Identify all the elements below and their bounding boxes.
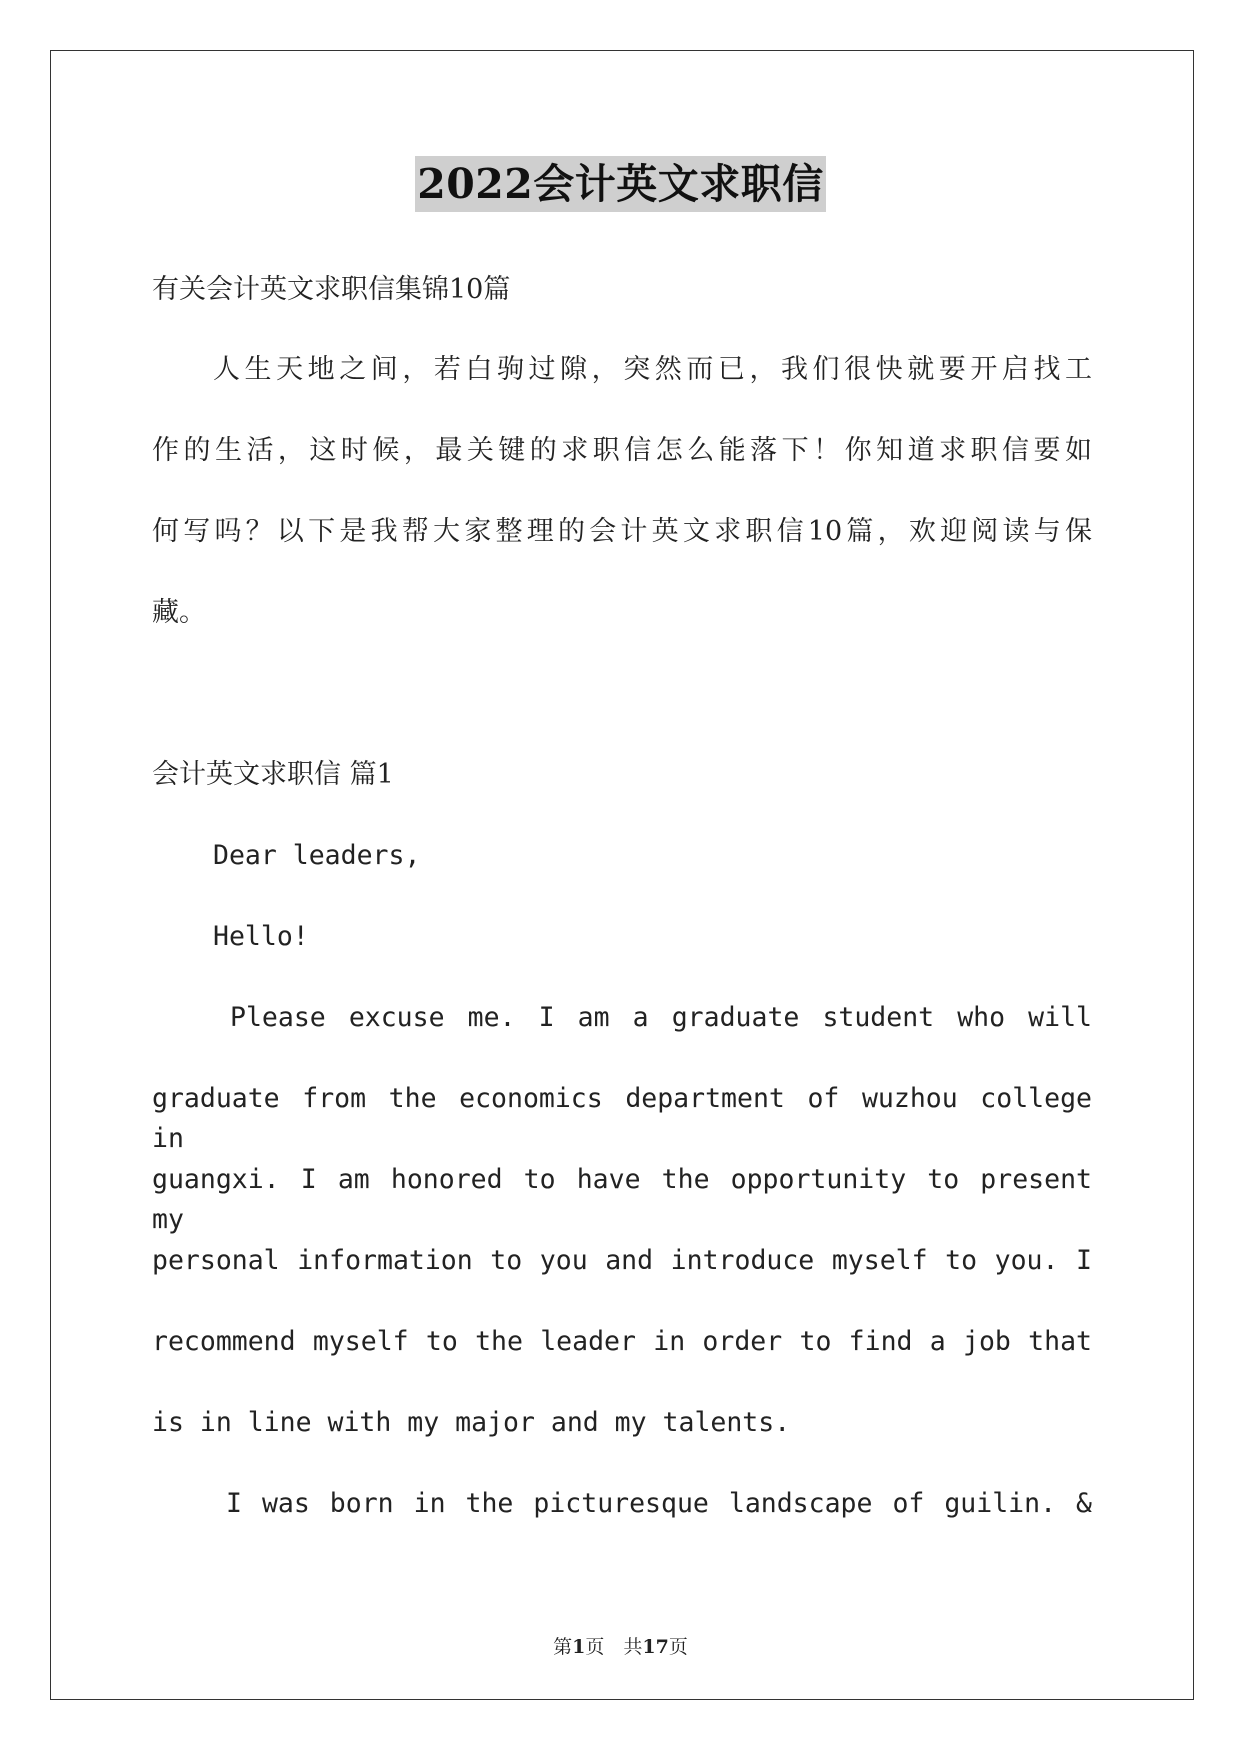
intro-line-2: 作的生活，这时候，最关键的求职信怎么能落下！你知道求职信要如 (152, 435, 1092, 466)
greeting-line: Dear leaders, (213, 840, 421, 871)
hello-line: Hello! (213, 921, 309, 952)
intro-line-3: 何写吗？以下是我帮大家整理的会计英文求职信10篇，欢迎阅读与保 (152, 516, 1092, 547)
intro-line-1: 人生天地之间，若白驹过隙，突然而已，我们很快就要开启找工 (213, 354, 1092, 385)
para1-line-1: Please excuse me. I am a graduate student who will (230, 1002, 1092, 1033)
footer-mid: 页 共 (585, 1636, 643, 1658)
para1-line-3: guangxi. I am honored to have the opportunity to present my (152, 1164, 1092, 1235)
para1-line-5: recommend myself to the leader in order to find a job that (152, 1326, 1092, 1357)
para1-line-6: is in line with my major and my talents. (152, 1407, 791, 1438)
para1-line-2: graduate from the economics department of wuzhou college in (152, 1083, 1092, 1154)
footer-prefix: 第 (553, 1636, 573, 1658)
subtitle: 有关会计英文求职信集锦10篇 (152, 274, 511, 305)
title-container (0, 156, 1241, 212)
intro-line-4: 藏。 (152, 597, 206, 628)
footer-page-total: 17 (642, 1636, 669, 1658)
section-heading: 会计英文求职信 篇1 (152, 759, 394, 790)
footer-suffix: 页 (668, 1636, 688, 1658)
footer-page-number: 1 (572, 1636, 586, 1658)
page-footer (0, 1632, 1241, 1659)
para1-line-4: personal information to you and introduce myself to you. I (152, 1245, 1092, 1276)
document-title: 2022会计英文求职信 (415, 156, 826, 212)
para2-line-1: I was born in the picturesque landscape of guilin. & (226, 1488, 1092, 1519)
